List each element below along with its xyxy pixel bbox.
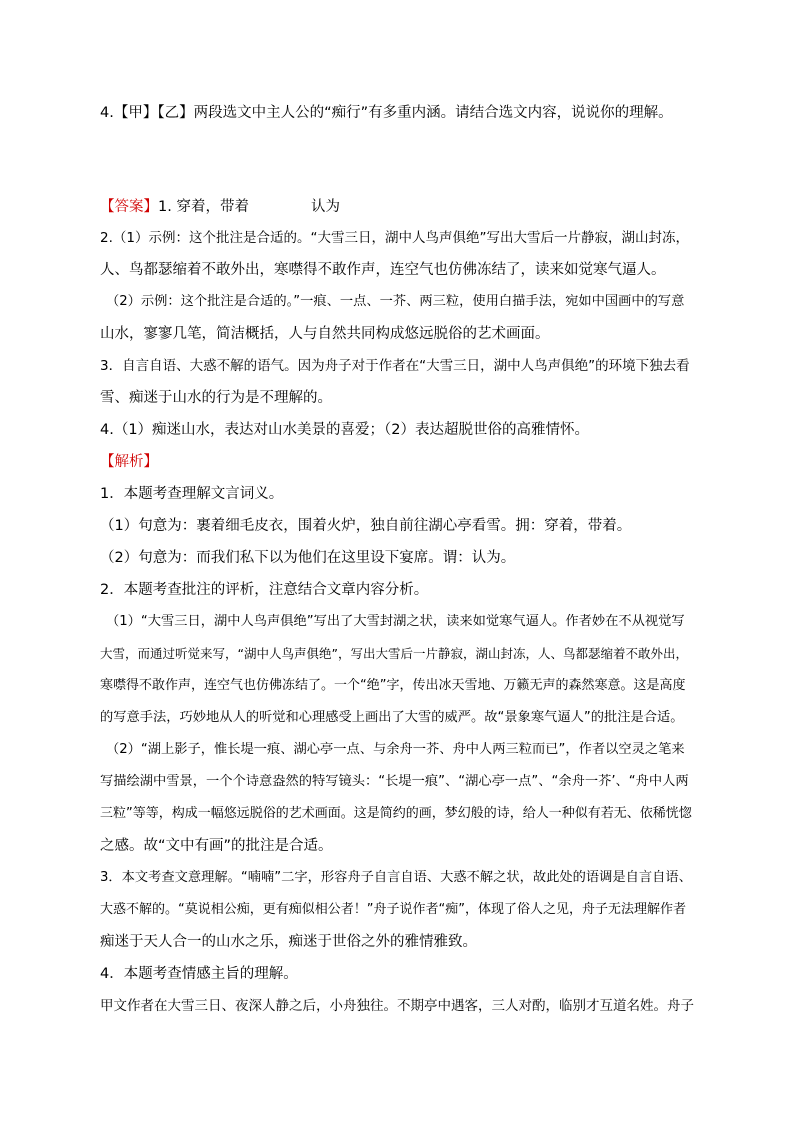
answer-line: 2.（1）示例：这个批注是合适的。“大雪三日，湖中人鸟声俱绝”写出大雪后一片静寂，湖山封冻， bbox=[100, 230, 689, 246]
analysis-line: 3．本文考查文意理解。“喃喃”二字，形容舟子自言自语、大惑不解之状，故此处的语调是自言自语、 bbox=[100, 870, 692, 885]
answer-line: 3．自言自语、大惑不解的语气。因为舟子对于作者在“大雪三日，湖中人鸟声俱绝”的环境下独去看 bbox=[100, 358, 690, 374]
answer-1a: 1. 穿着，带着 bbox=[158, 199, 249, 215]
answer-line: 人、鸟都瑟缩着不敢外出，寒噤得不敢作声，连空气也仿佛冻结了，读来如觉寒气逼人。 bbox=[100, 262, 666, 278]
answer-tag: 【答案】 bbox=[100, 199, 158, 215]
analysis-line: （1）句意为：裹着细毛皮衣，围着火炉，独自前往湖心亭看雪。拥：穿着，带着。 bbox=[100, 518, 632, 534]
answer-line: 4.（1）痴迷山水，表达对山水美景的喜爱；（2）表达超脱世俗的高雅情怀。 bbox=[100, 422, 590, 438]
analysis-line: 写描绘湖中雪景，一个个诗意盎然的特写镜头：“长堤一痕”、“湖心亭一点”、“余舟一芥’、“舟中人两 bbox=[100, 774, 689, 789]
analysis-line: （2）句意为：而我们私下以为他们在这里设下宴席。谓：认为。 bbox=[100, 550, 516, 566]
analysis-tag: 【解析】 bbox=[100, 454, 158, 470]
analysis-line: 4．本题考查情感主旨的理解。 bbox=[100, 966, 298, 982]
analysis-line: 的写意手法，巧妙地从人的听觉和心理感受上画出了大雪的威严。故“景象寒气逼人”的批注是合适。 bbox=[100, 710, 684, 725]
analysis-line: 三粒”等等，构成一幅悠远脱俗的艺术画面。这是简约的画，梦幻般的诗，给人一种似有若无、依稀恍惚 bbox=[100, 806, 692, 821]
analysis-line: 1．本题考查理解文言词义。 bbox=[100, 486, 284, 502]
answer-1b: 认为 bbox=[311, 199, 340, 215]
answer-line-1 bbox=[100, 197, 249, 217]
analysis-line: 痴迷于天人合一的山水之乐，痴迷于世俗之外的雅情雅致。 bbox=[100, 934, 477, 950]
analysis-line: 甲文作者在大雪三日、夜深人静之后，小舟独往。不期亭中遇客，三人对酌，临别才互道名姓。舟子 bbox=[100, 998, 694, 1014]
analysis-line: 寒噤得不敢作声，连空气也仿佛冻结了。一个“绝”字，传出冰天雪地、万籁无声的森然寒意。这是高度 bbox=[100, 678, 686, 693]
answer-line: 雪、痴迷于山水的行为是不理解的。 bbox=[100, 390, 332, 406]
answer-line: 山水，寥寥几笔，简洁概括，人与自然共同构成悠远脱俗的艺术画面。 bbox=[100, 326, 550, 342]
answer-line: （2）示例：这个批注是合适的。”一痕、一点、一芥、两三粒，使用白描手法，宛如中国画中的写意 bbox=[106, 294, 685, 309]
analysis-line: （1）“大雪三日，湖中人鸟声俱绝”写出了大雪封湖之状，读来如觉寒气逼人。作者妙在不从视觉写 bbox=[106, 614, 685, 629]
analysis-line: （2）“湖上影子，惟长堤一痕、湖心亭一点、与余舟一芥、舟中人两三粒而已”，作者以空灵之笔来 bbox=[106, 742, 685, 757]
analysis-line: 大雪，而通过听觉来写，“湖中人鸟声俱绝”，写出大雪后一片静寂，湖山封冻，人、鸟都瑟缩着不敢外出， bbox=[100, 646, 688, 661]
question-4: 4.【甲】【乙】两段选文中主人公的“痴行”有多重内涵。请结合选文内容，说说你的理解。 bbox=[100, 105, 673, 121]
analysis-line: 2．本题考查批注的评析，注意结合文章内容分析。 bbox=[100, 582, 429, 598]
analysis-line: 之感。故“文中有画”的批注是合适。 bbox=[100, 838, 333, 854]
analysis-line: 大惑不解的。“莫说相公痴，更有痴似相公者！”舟子说作者“痴”，体现了俗人之见，舟子无法理解作者 bbox=[100, 902, 686, 917]
